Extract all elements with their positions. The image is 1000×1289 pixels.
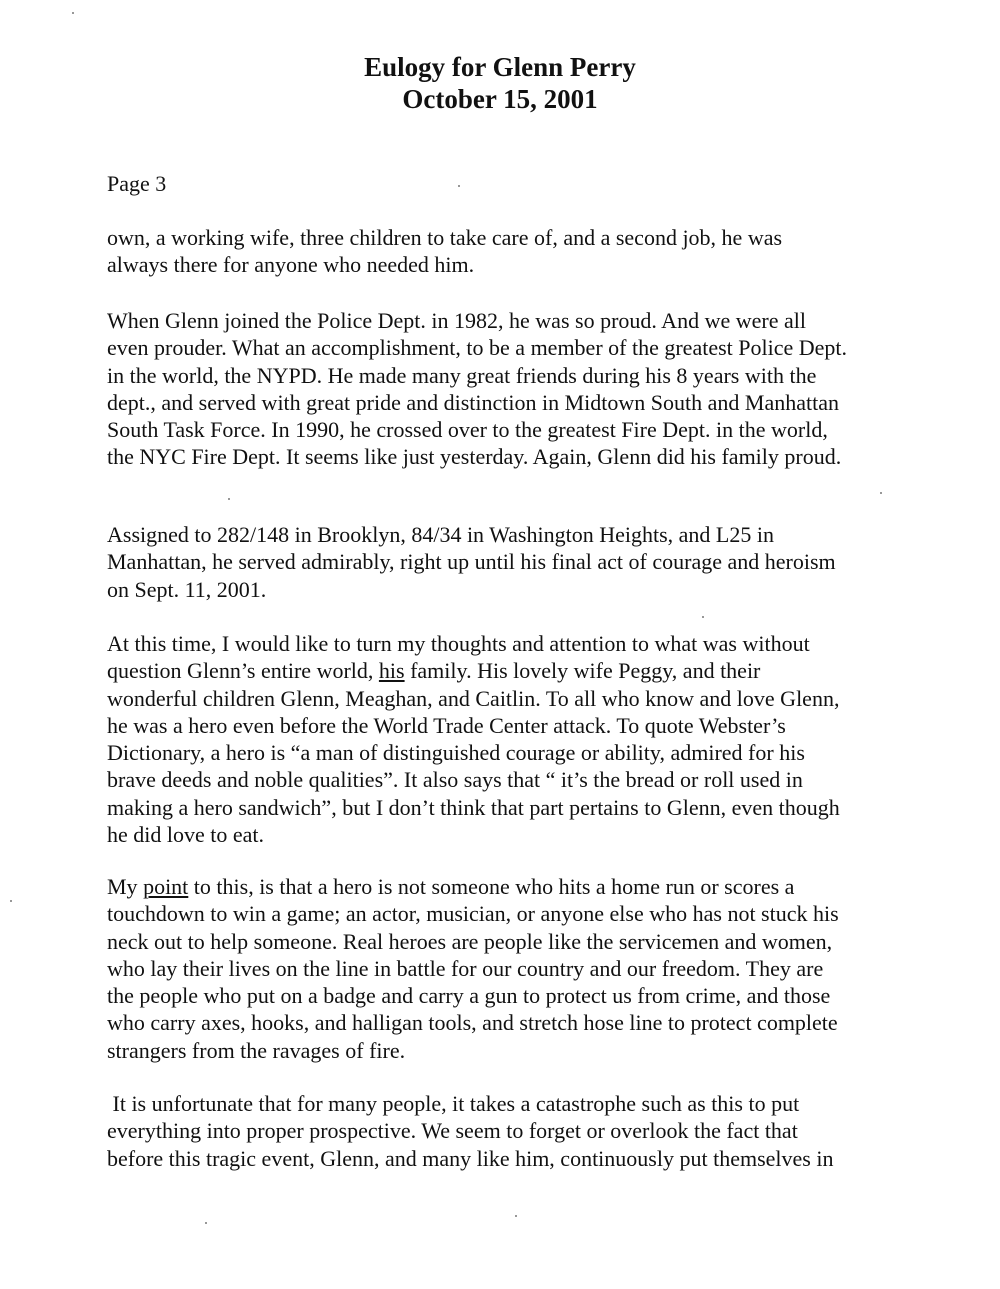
text-line: making a hero sandwich”, but I don’t think that part pertains to Glenn, even though (107, 794, 840, 820)
text-line: own, a working wife, three children to take care of, and a second job, he was (107, 225, 783, 250)
paragraph-3 (107, 521, 907, 603)
text-line: touchdown to win a game; an actor, musician, or anyone else who has not stuck his (107, 901, 839, 927)
text-line: the NYC Fire Dept. It seems like just yesterday. Again, Glenn did his family proud. (107, 444, 842, 470)
text-segment: question Glenn’s entire world, (107, 658, 379, 684)
text-line (107, 873, 907, 900)
text-line: At this time, I would like to turn my thoughts and attention to what was without (107, 631, 810, 656)
paragraph-5 (107, 873, 907, 1064)
text-line: before this tragic event, Glenn, and many like him, continuously put themselves in (107, 1145, 834, 1171)
document-date: October 15, 2001 (402, 84, 598, 114)
text-segment: to this, is that a hero is not someone who hits a home run or scores a (188, 874, 795, 899)
text-line: strangers from the ravages of fire. (107, 1037, 406, 1063)
text-line: When Glenn joined the Police Dept. in 1982, he was so proud. And we were all (107, 308, 806, 333)
scan-speck (515, 1215, 517, 1217)
text-line: he did love to eat. (107, 822, 265, 848)
text-line: dept., and served with great pride and distinction in Midtown South and Manhattan (107, 389, 839, 415)
scan-speck (205, 1222, 207, 1224)
underlined-word: his (378, 658, 405, 684)
scan-speck (228, 498, 230, 500)
underlined-word: point (143, 874, 189, 899)
scan-speck (458, 185, 460, 187)
text-line: in the world, the NYPD. He made many great friends during his 8 years with the (107, 362, 817, 388)
text-line (107, 657, 907, 684)
paragraph-2 (107, 307, 907, 471)
text-line: brave deeds and noble qualities”. It also says that “ it’s the bread or roll used in (107, 767, 803, 793)
text-line: who lay their lives on the line in battle for our country and our freedom. They are (107, 955, 824, 981)
text-segment: My (107, 874, 144, 899)
text-segment: family. His lovely wife Peggy, and their (404, 658, 761, 684)
text-line: the people who put on a badge and carry a gun to protect us from crime, and those (107, 983, 831, 1009)
text-line: South Task Force. In 1990, he crossed over to the greatest Fire Dept. in the world, (107, 417, 828, 443)
text-line: on Sept. 11, 2001. (107, 576, 267, 602)
text-line: wonderful children Glenn, Meaghan, and Caitlin. To all who know and love Glenn, (107, 685, 840, 711)
text-line: It is unfortunate that for many people, it takes a catastrophe such as this to put (107, 1091, 800, 1116)
scan-speck (702, 616, 704, 618)
scan-speck (880, 492, 882, 494)
page-number: Page 3 (107, 171, 167, 196)
scan-speck (10, 900, 12, 902)
text-line: Assigned to 282/148 in Brooklyn, 84/34 in Washington Heights, and L25 in (107, 522, 774, 547)
text-line: Manhattan, he served admirably, right up until his final act of courage and heroism (107, 549, 836, 575)
text-line: he was a hero even before the World Trade Center attack. To quote Webster’s (107, 712, 786, 738)
paragraph-4 (107, 630, 907, 848)
paragraph-1 (107, 224, 907, 279)
text-line: everything into proper prospective. We seem to forget or overlook the fact that (107, 1118, 798, 1144)
paragraph-6 (107, 1090, 907, 1172)
document-title: Eulogy for Glenn Perry (364, 52, 636, 82)
scan-speck (72, 12, 74, 14)
text-line: who carry axes, hooks, and halligan tools, and stretch hose line to protect complete (107, 1010, 838, 1036)
text-line: Dictionary, a hero is “a man of distinguished courage or ability, admired for his (107, 740, 805, 766)
text-line: even prouder. What an accomplishment, to be a member of the greatest Police Dept. (107, 335, 848, 361)
text-line: always there for anyone who needed him. (107, 252, 475, 278)
text-line: neck out to help someone. Real heroes are people like the servicemen and women, (107, 928, 833, 954)
